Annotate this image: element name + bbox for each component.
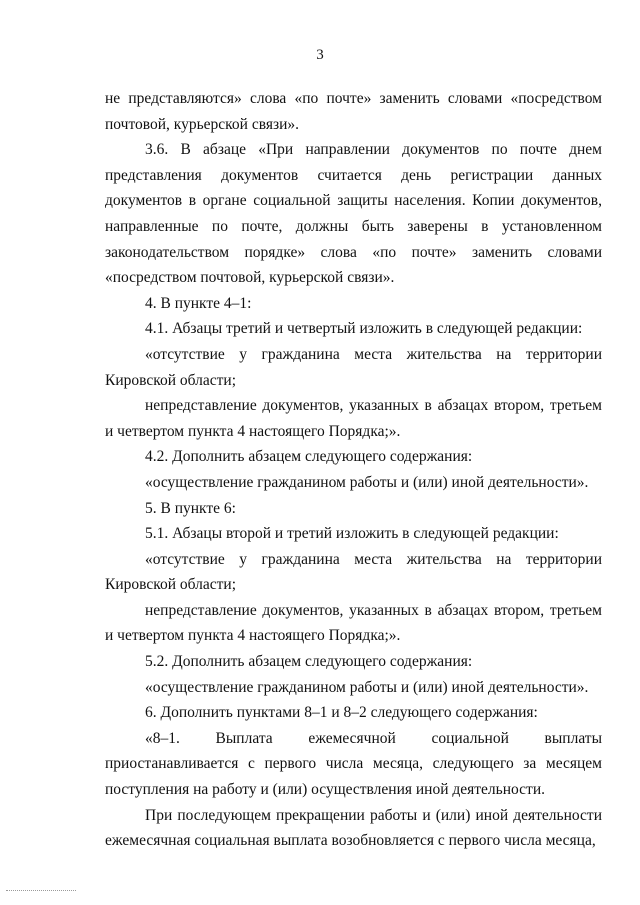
- paragraph-item-5: 5. В пункте 6:: [145, 499, 236, 517]
- paragraph-continuation: не представляются» слова «по почте» заменить словами «посредством почтовой, курьерской связи».: [105, 90, 602, 133]
- paragraph-8-1-continued: При последующем прекращении работы и (или) иной деятельности ежемесячная социальная выплата возобновляется с первого числа месяца,: [105, 806, 602, 850]
- paragraph-5-1: 5.1. Абзацы второй и третий изложить в следующей редакции:: [145, 525, 559, 543]
- paragraph-4-1: 4.1. Абзацы третий и четвертый изложить в следующей редакции:: [145, 320, 583, 338]
- paragraph-item-4: 4. В пункте 4–1:: [145, 294, 252, 312]
- paragraph-5-2: 5.2. Дополнить абзацем следующего содержания:: [145, 653, 473, 671]
- paragraph-4-2: 4.2. Дополнить абзацем следующего содержания:: [145, 448, 473, 466]
- paragraph-5-2-quote: «осуществление гражданином работы и (или) иной деятельности».: [145, 678, 589, 696]
- document-body: [105, 86, 602, 854]
- paragraph-4-2-quote: «осуществление гражданином работы и (или) иной деятельности».: [145, 473, 589, 491]
- paragraph-item-6: 6. Дополнить пунктами 8–1 и 8–2 следующего содержания:: [145, 704, 538, 722]
- paragraph-3-6: 3.6. В абзаце «При направлении документов по почте днем представления документов считается день регистрации данных документов в органе социальной защиты населения. Копии документов, направленные по почте, должны быть заверены в установленном законодательством порядке» слова «по почте» заменить словами «посредством почтовой, курьерской связи».: [105, 141, 602, 287]
- paragraph-8-1: «8–1. Выплата ежемесячной социальной выплаты приостанавливается с первого числа месяца, следующего за месяцем поступления на работу и (или) осуществления иной деятельности.: [105, 729, 602, 799]
- page-number: 3: [316, 47, 324, 63]
- paragraph-5-1-quote-1: «отсутствие у гражданина места жительства на территории Кировской области;: [105, 550, 602, 594]
- paragraph-5-1-quote-2: непредставление документов, указанных в абзацах втором, третьем и четвертом пункта 4 настоящего Порядка;».: [105, 601, 602, 645]
- scan-artifact: [6, 888, 76, 891]
- paragraph-4-1-quote-1: «отсутствие у гражданина места жительства на территории Кировской области;: [105, 345, 602, 389]
- paragraph-4-1-quote-2: непредставление документов, указанных в абзацах втором, третьем и четвертом пункта 4 настоящего Порядка;».: [105, 397, 602, 440]
